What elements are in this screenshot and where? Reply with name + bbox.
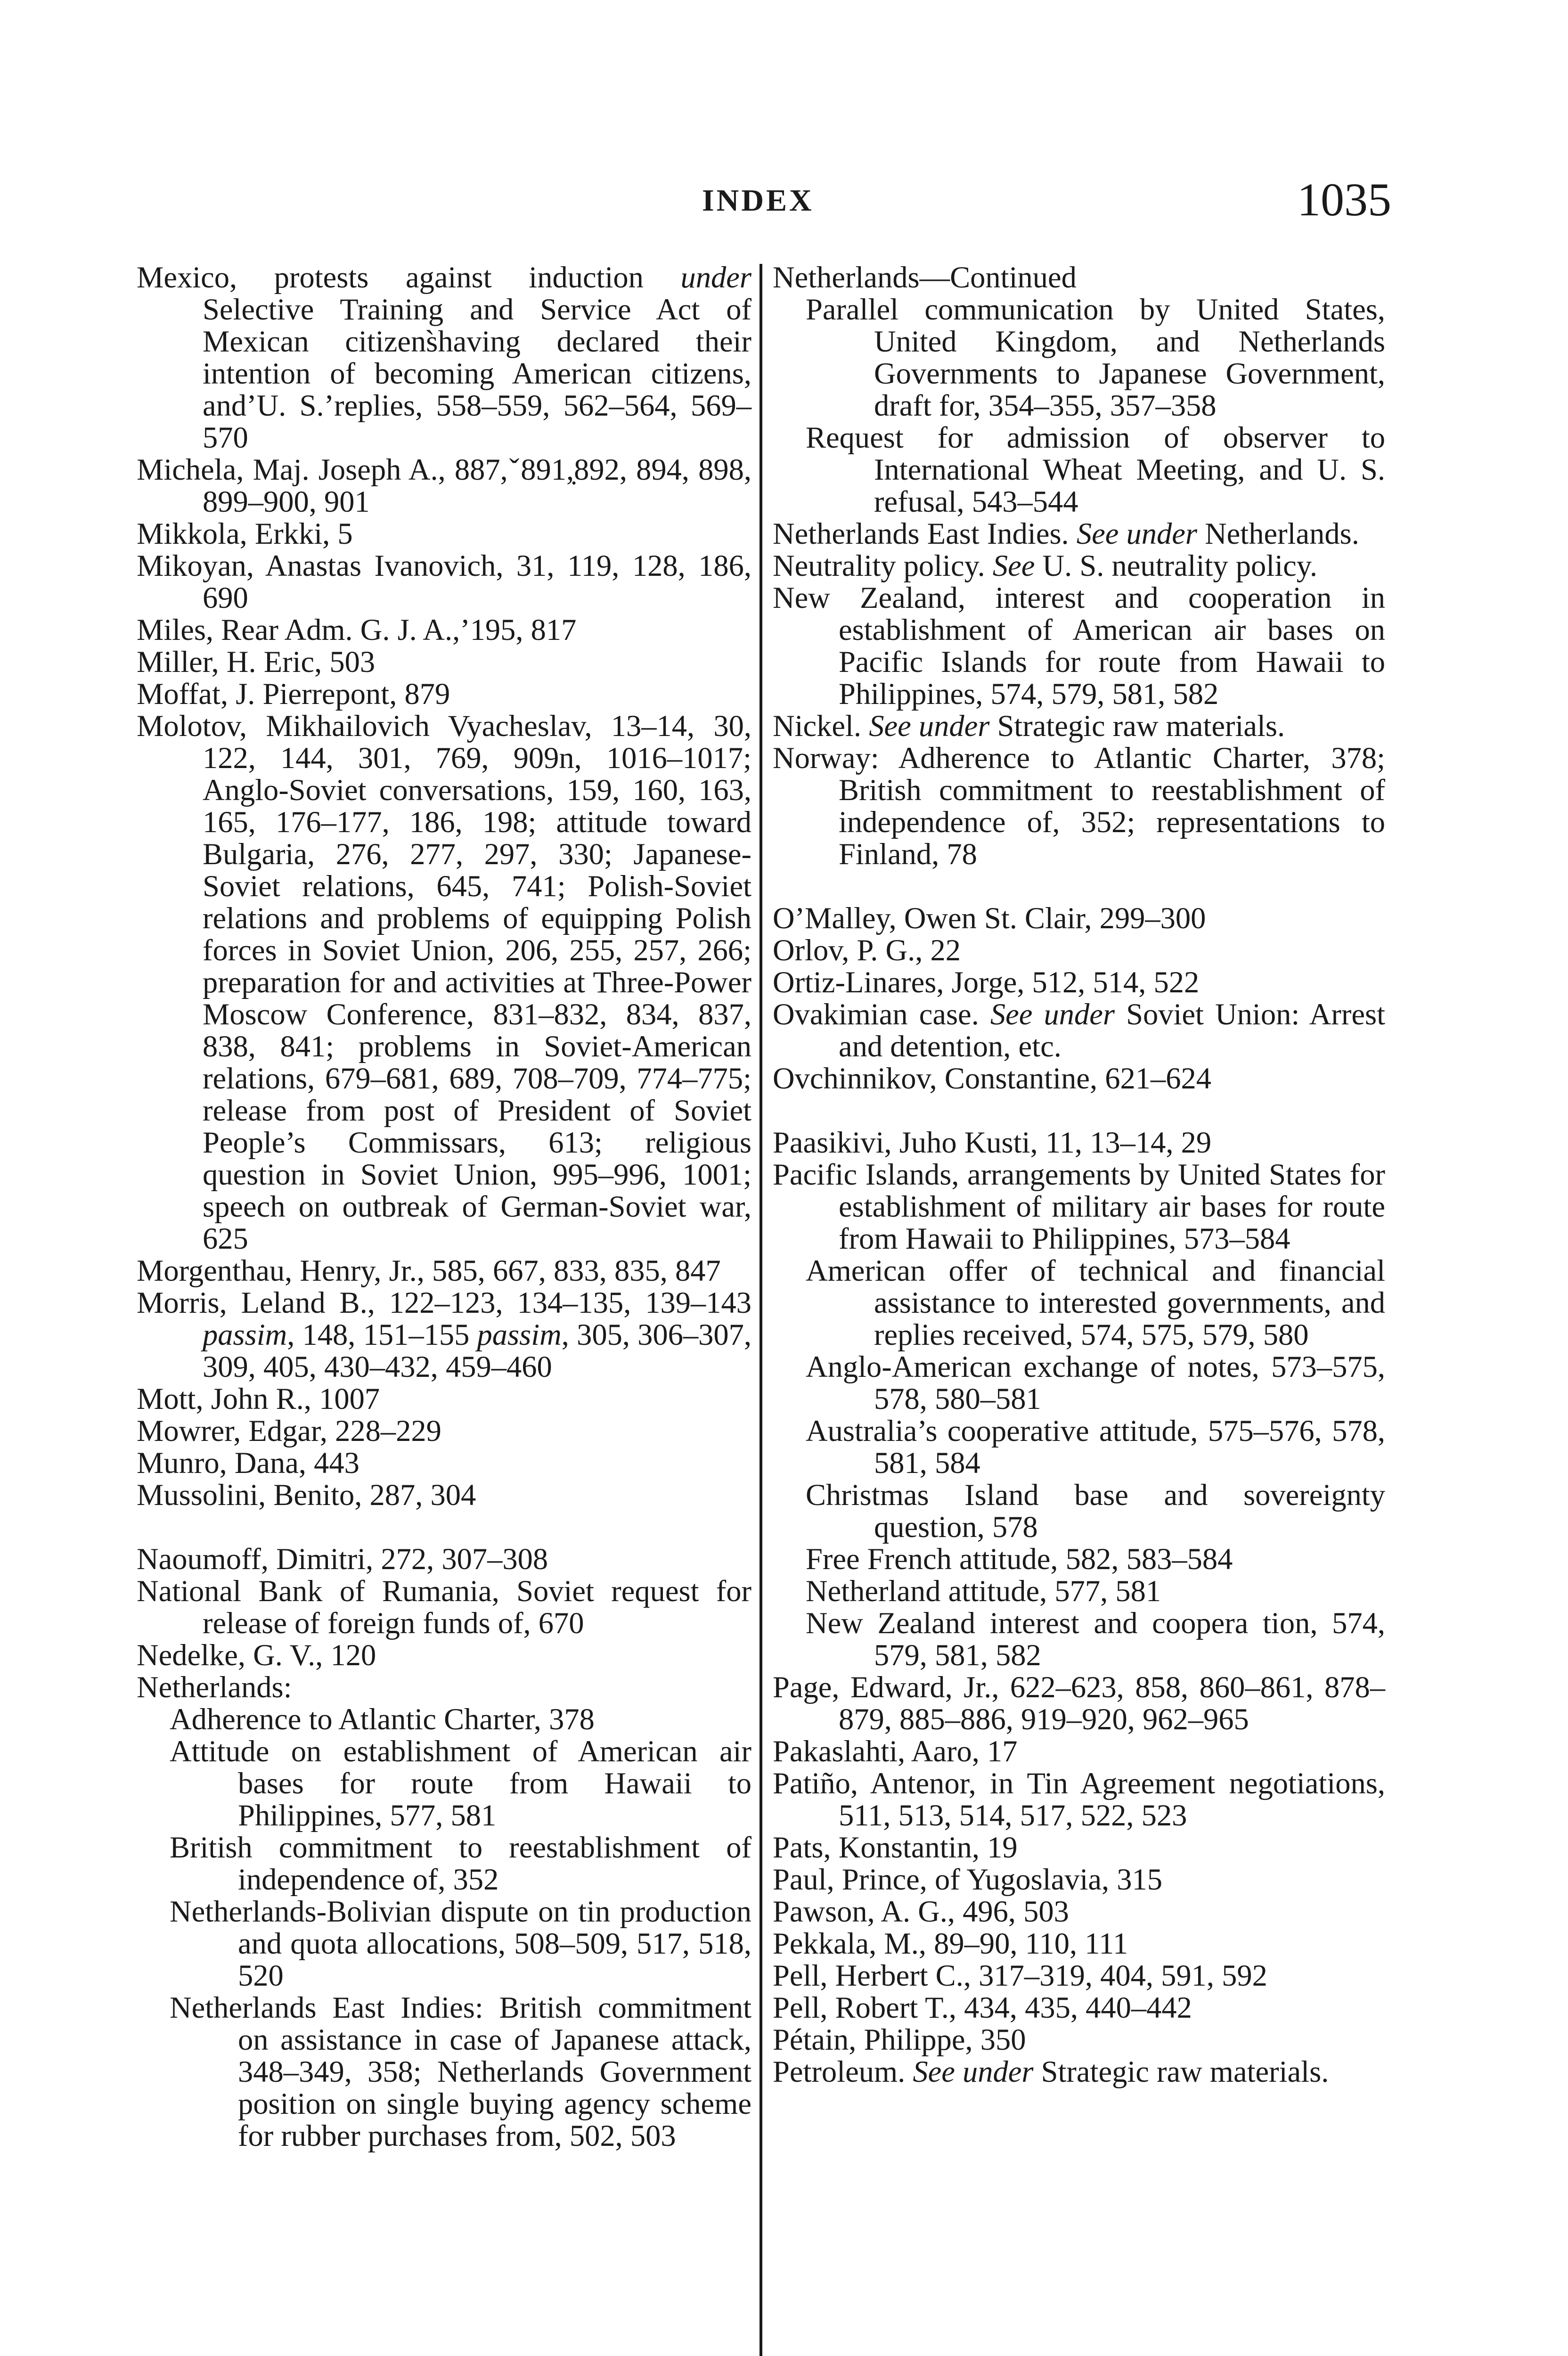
index-entry: Pekkala, M., 89–90, 110, 111 (773, 1927, 1128, 1960)
index-subentry: Christmas Island base and sovereignty question, 578 (806, 1478, 1385, 1544)
index-entry: Pakaslahti, Aaro, 17 (773, 1734, 1018, 1768)
index-subentry: Anglo-American exchange of notes, 573–575, 578, 580–581 (806, 1350, 1385, 1415)
index-entry: Mussolini, Benito, 287, 304 (137, 1478, 476, 1512)
index-entry: Mikkola, Erkki, 5 (137, 517, 353, 550)
index-entry: Morris, Leland B., 122–123, 134–135, 139–143 passim, 148, 151–155 passim, 305, 306–307, 309, 405, 430–432, 459–460 (137, 1286, 752, 1383)
index-entry: Mikoyan, Anastas Ivanovich, 31, 119, 128, 186, 690 (137, 549, 751, 614)
index-entry: Munro, Dana, 443 (137, 1446, 359, 1480)
index-entry: Mott, John R., 1007 (137, 1382, 380, 1415)
index-entry: Netherlands East Indies. See under Netherlands. (773, 517, 1359, 550)
index-entry: Ovchinnikov, Constantine, 621–624 (773, 1062, 1211, 1095)
index-subentry: New Zealand interest and coopera tion, 574, 579, 581, 582 (806, 1606, 1385, 1672)
page-number: 1035 (1297, 173, 1391, 226)
index-entry: Petroleum. See under Strategic raw materials. (773, 2055, 1329, 2088)
index-entry: Naoumoff, Dimitri, 272, 307–308 (137, 1542, 548, 1576)
index-entry: Mowrer, Edgar, 228–229 (137, 1414, 441, 1448)
index-entry: Pacific Islands, arrangements by United States for establishment of military air bases for route from Hawaii to Philippines, 573–584 (773, 1158, 1385, 1255)
index-entry: O’Malley, Owen St. Clair, 299–300 (773, 901, 1206, 935)
page-header (0, 173, 1568, 231)
index-entry: Pats, Konstantin, 19 (773, 1831, 1018, 1864)
index-entry: Mexico, protests against induction under Selective Training and Service Act of Mexican citizens̀having declared their intention of becoming American citizens, andʼU. S.’replies, 558–559, 562–564, 569–570 (137, 261, 751, 454)
index-entry: Ovakimian case. See under Soviet Union: Arrest and detention, etc. (773, 998, 1385, 1063)
index-entry: Michela, Maj. Joseph A., 887,ˇ891,̣892, 894, 898, 899–900, 901 (137, 453, 751, 518)
index-entry: Nickel. See under Strategic raw materials. (773, 709, 1285, 743)
index-entry: Moffat, J. Pierrepont, 879 (137, 677, 450, 711)
index-entry: Pell, Herbert C., 317–319, 404, 591, 592 (773, 1959, 1267, 1992)
index-entry: Paul, Prince, of Yugoslavia, 315 (773, 1863, 1163, 1896)
index-entry: National Bank of Rumania, Soviet request for release of foreign funds of, 670 (137, 1574, 751, 1640)
index-entry: Ortiz-Linares, Jorge, 512, 514, 522 (773, 965, 1200, 999)
index-entry: Patiño, Antenor, in Tin Agreement negotiations, 511, 513, 514, 517, 522, 523 (773, 1767, 1385, 1832)
index-entry: Pell, Robert T., 434, 435, 440–442 (773, 1991, 1192, 2024)
column-divider (760, 264, 762, 2356)
index-subentry: British commitment to reestablishment of independence of, 352 (170, 1831, 751, 1896)
index-entry: Netherlands: (137, 1670, 292, 1704)
index-subentry: Netherland attitude, 577, 581 (806, 1574, 1161, 1608)
index-subentry: Request for admission of observer to International Wheat Meeting, and U. S. refusal, 543–544 (806, 421, 1385, 518)
index-entry: Nedelke, G. V., 120 (137, 1638, 376, 1672)
index-entry: Paasikivi, Juho Kusti, 11, 13–14, 29 (773, 1126, 1212, 1159)
index-entry: Morgenthau, Henry, Jr., 585, 667, 833, 835, 847 (137, 1254, 721, 1287)
index-subentry: Netherlands East Indies: British commitment on assistance in case of Japanese attack, 348–349, 358; Netherlands Government position on single buying agency scheme for rubber purchases from, 502, 503 (170, 1991, 751, 2152)
index-entry: Orlov, P. G., 22 (773, 933, 961, 967)
index-column-left (137, 262, 751, 2152)
index-entry: Neutrality policy. See U. S. neutrality policy. (773, 549, 1317, 582)
index-entry: Norway: Adherence to Atlantic Charter, 378; British commitment to reestablishment of independence of, 352; representations to Finland, 78 (773, 741, 1385, 871)
index-entry: Page, Edward, Jr., 622–623, 858, 860–861, 878–879, 885–886, 919–920, 962–965 (773, 1670, 1385, 1736)
index-subentry: Netherlands-Bolivian dispute on tin production and quota allocations, 508–509, 517, 518, 520 (170, 1895, 751, 1992)
index-entry: Pawson, A. G., 496, 503 (773, 1895, 1069, 1928)
index-subentry: American offer of technical and financial assistance to interested governments, and replies received, 574, 575, 579, 580 (806, 1254, 1385, 1351)
index-subentry: Australia’s cooperative attitude, 575–576, 578, 581, 584 (806, 1414, 1385, 1480)
index-entry: Pétain, Philippe, 350 (773, 2023, 1026, 2056)
index-column-right (773, 262, 1385, 2088)
running-title: INDEX (702, 183, 814, 218)
index-subentry: Parallel communication by United States, United Kingdom, and Netherlands Governments to Japanese Government, draft for, 354–355, 357–358 (806, 293, 1385, 422)
index-subentry: Adherence to Atlantic Charter, 378 (170, 1702, 595, 1736)
index-entry: Miles, Rear Adm. G. J. A.,’195, 817 (137, 613, 577, 646)
index-subentry: Attitude on establishment of American air bases for route from Hawaii to Philippines, 577, 581 (170, 1734, 751, 1832)
index-entry: New Zealand, interest and cooperation in establishment of American air bases on Pacific Islands for route from Hawaii to Philippines, 574, 579, 581, 582 (773, 581, 1385, 711)
index-entry: Netherlands—Continued (773, 261, 1077, 294)
index-entry: Miller, H. Eric, 503 (137, 645, 376, 679)
index-entry: Molotov, Mikhailovich Vyacheslav, 13–14, 30, 122, 144, 301, 769, 909n, 1016–1017; Anglo-Soviet conversations, 159, 160, 163, 165, 176–177, 186, 198; attitude toward Bulgaria, 276, 277, 297, 330; Japanese-Soviet relations, 645, 741; Polish-Soviet relations and problems of equipping Polish forces in Soviet Union, 206, 255, 257, 266; preparation for and activities at Three-Power Moscow Conference, 831–832, 834, 837, 838, 841; problems in Soviet-American relations, 679–681, 689, 708–709, 774–775; release from post of President of Soviet People’s Commissars, 613; religious question in Soviet Union, 995–996, 1001; speech on outbreak of German-Soviet war, 625 (137, 709, 751, 1255)
index-subentry: Free French attitude, 582, 583–584 (806, 1542, 1233, 1576)
